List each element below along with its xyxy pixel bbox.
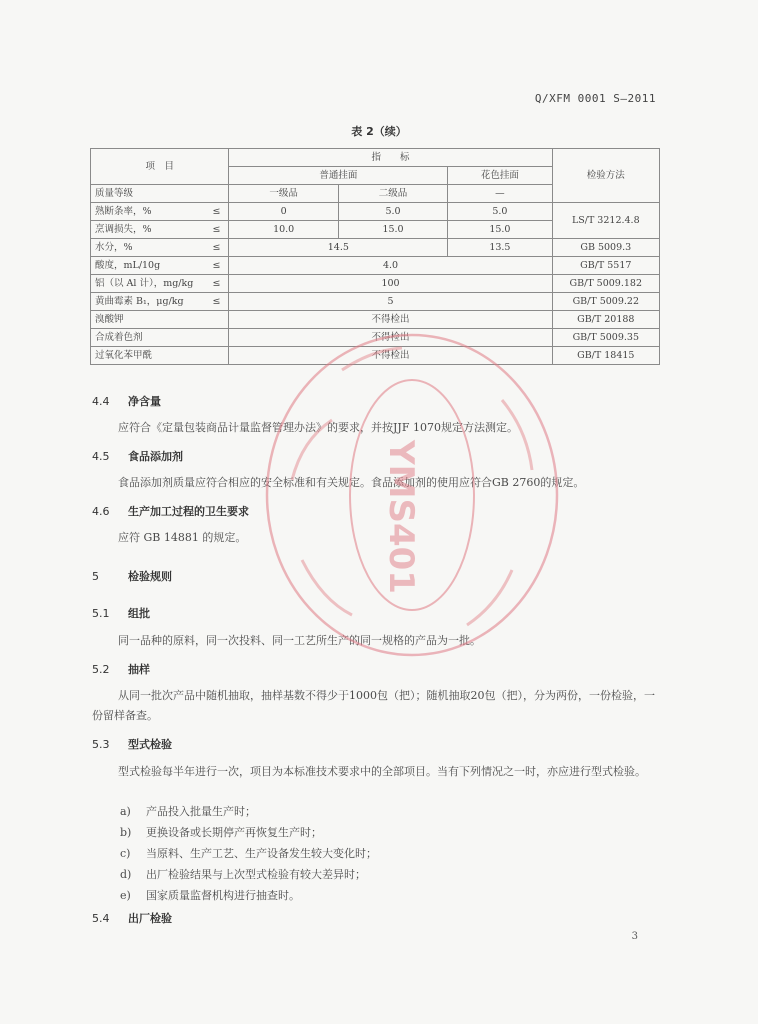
list-item: c) 当原料、生产工艺、生产设备发生较大变化时；: [120, 847, 377, 860]
header-indicator: 指 标: [229, 149, 552, 167]
section-5-3-heading: 5.3 型式检验: [92, 738, 172, 751]
table-row: 溴酸钾 不得检出 GB/T 20188: [91, 311, 660, 329]
list-item: d) 出厂检验结果与上次型式检验有较大差异时；: [120, 868, 366, 881]
table-row: 质量等级 一级品 二级品 —: [91, 185, 660, 203]
company-seal: [262, 330, 562, 660]
section-5-4-heading: 5.4 出厂检验: [92, 912, 172, 925]
header-method: 检验方法: [552, 149, 659, 203]
section-4-5-text: 食品添加剂质量应符合相应的安全标准和有关规定。食品添加剂的使用应符合GB 2760的规定。: [118, 476, 585, 489]
table-row: 铝（以 Al 计），mg/kg ≤ 100 GB/T 5009.182: [91, 275, 660, 293]
header-item: 项 目: [91, 149, 229, 185]
list-item: e) 国家质量监督机构进行抽查时。: [120, 889, 300, 902]
inspection-conditions-list: [120, 801, 377, 906]
list-item: b) 更换设备或长期停产再恢复生产时；: [120, 826, 322, 839]
table-title: 表 2（续）: [351, 125, 407, 138]
section-5-2-text: 从同一批次产品中随机抽取，抽样基数不得少于1000包（把）；随机抽取20包（把），分为两份，一份检验，一份留样备查。: [92, 689, 655, 722]
section-5-3-text: 型式检验每半年进行一次，项目为本标准技术要求中的全部项目。当有下列情况之一时，亦应进行型式检验。: [118, 765, 646, 778]
section-4-6-text: 应符 GB 14881 的规定。: [118, 531, 247, 544]
section-4-4-heading: 4.4 净含量: [92, 395, 161, 408]
table-row: 过氧化苯甲酰 不得检出 GB/T 18415: [91, 347, 660, 365]
table-row: 熟断条率，% ≤ 0 5.0 5.0 LS/T 3212.4.8: [91, 203, 660, 221]
table-row: 合成着色剂 不得检出 GB/T 5009.35: [91, 329, 660, 347]
seal-ring-text: YMS401: [381, 440, 421, 594]
header-color: 花色挂面: [448, 167, 552, 185]
standard-number: Q/XFM 0001 S—2011: [534, 92, 656, 105]
spec-table: [90, 148, 660, 365]
table-row: 烹调损失，% ≤ 10.0 15.0 15.0: [91, 221, 660, 239]
section-5-2-heading: 5.2 抽样: [92, 663, 150, 676]
header-plain: 普通挂面: [229, 167, 448, 185]
section-4-5-heading: 4.5 食品添加剂: [92, 450, 183, 463]
section-4-4-text: 应符合《定量包装商品计量监督管理办法》的要求，并按JJF 1070规定方法测定。: [118, 421, 518, 434]
seal-inner-ellipse: [350, 380, 474, 610]
section-5-1-text: 同一品种的原料，同一次投料、同一工艺所生产的同一规格的产品为一批。: [118, 634, 481, 647]
page-number: 3: [631, 931, 638, 942]
table-row: 酸度，mL/10g ≤ 4.0 GB/T 5517: [91, 257, 660, 275]
section-4-6-heading: 4.6 生产加工过程的卫生要求: [92, 505, 249, 518]
table-row: 水分，% ≤ 14.5 13.5 GB 5009.3: [91, 239, 660, 257]
seal-outer-ring: [267, 335, 557, 655]
section-5-heading: 5 检验规则: [92, 570, 172, 583]
section-5-1-heading: 5.1 组批: [92, 607, 150, 620]
list-item: a) 产品投入批量生产时；: [120, 805, 256, 818]
table-row: 黄曲霉素 B₁，μg/kg ≤ 5 GB/T 5009.22: [91, 293, 660, 311]
